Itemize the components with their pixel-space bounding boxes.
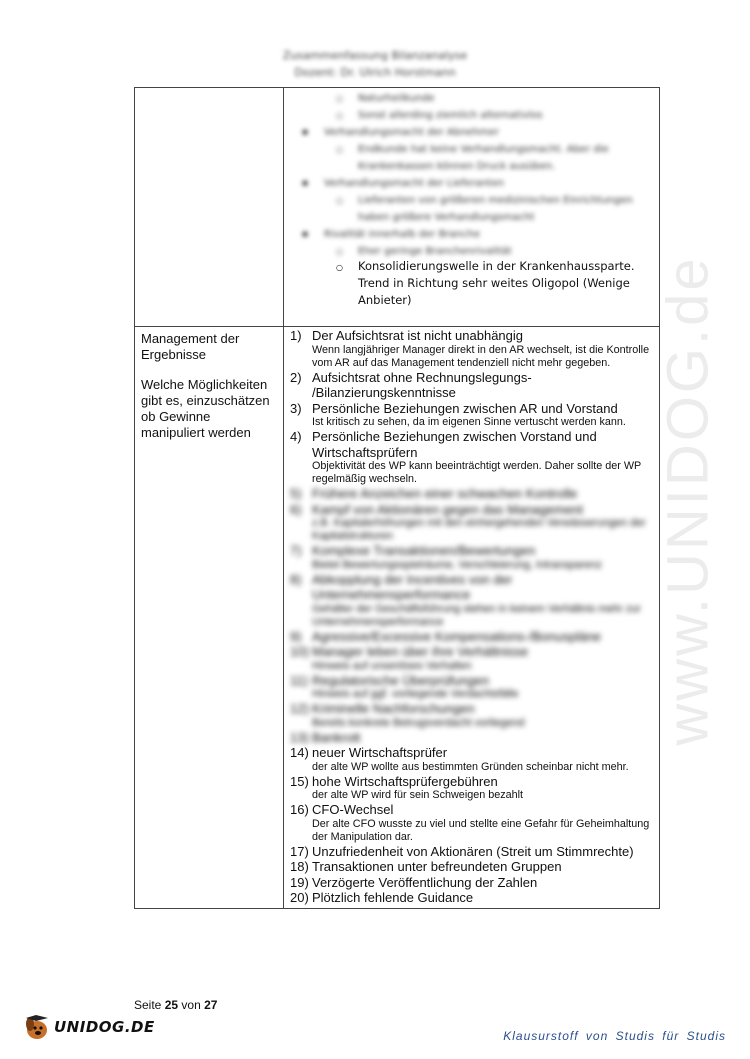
item-title: Der Aufsichtsrat ist nicht unabhängig (312, 328, 524, 343)
document-header (0, 47, 750, 81)
list-item (290, 629, 653, 645)
item-title: hohe Wirtschaftsprüfergebühren (312, 773, 498, 789)
bullet-line: ○ Konsolidierungswelle in der Krankenhaussparte. (358, 259, 635, 273)
list-item: ○ Endkunde hat keine Verhandlungsmacht. Aber die Krankenkassen können Druck ausüben. (284, 141, 659, 175)
item-number: 11) (290, 672, 308, 688)
page-current: 25 (164, 998, 179, 1012)
unidog-logo (22, 1012, 155, 1042)
item-number: 18) (290, 859, 309, 874)
item-description: Hinweis auf unseriöses Verhalten (312, 659, 472, 672)
item-number: 9) (290, 628, 302, 644)
page-mid: von (181, 998, 201, 1012)
table-row (135, 88, 660, 327)
blurred-indicator-list (290, 486, 653, 745)
list-item: ○ Naturheilkunde (284, 90, 659, 107)
topic-title-line: Ergebnisse (141, 347, 207, 362)
item-title: CFO-Wechsel (312, 802, 394, 817)
item-number: 8) (290, 571, 302, 587)
page-number (134, 998, 217, 1012)
item-description: Objektivität des WP kann beeinträchtigt werden. Daher sollte der WP regelmäßig wechseln. (312, 460, 642, 485)
list-item (290, 875, 653, 891)
item-description: Wenn langjähriger Manager direkt in den AR wechselt, ist die Kontrolle vom AR auf das Management tendenziell nicht mehr gegeben. (312, 343, 650, 369)
blurred-bullet-list (284, 88, 659, 260)
list-item (290, 328, 653, 370)
item-description: der alte WP wird für sein Schweigen bezahlt (312, 789, 524, 801)
item-number: 20) (290, 890, 309, 905)
list-item (290, 644, 653, 673)
item-title: Aufsichtsrat ohne Rechnungslegungs- /Bilanzierungskenntnisse (312, 369, 532, 400)
item-title: neuer Wirtschaftsprüfer (312, 745, 448, 760)
list-item (290, 844, 653, 860)
topic-question: Welche Möglichkeiten gibt es, einzuschätzen ob Gewinne manipuliert werden (141, 377, 270, 440)
page-prefix: Seite (134, 998, 162, 1012)
list-item (290, 701, 653, 730)
item-number: 7) (290, 543, 302, 558)
list-item (290, 429, 653, 486)
item-number: 13) (290, 729, 309, 745)
item-number: 14) (290, 745, 309, 760)
list-item (290, 745, 653, 774)
header-title: Zusammenfassung Bilanzanalyse (282, 49, 468, 62)
tagline: Klausurstoff von Studis für Studis (503, 1029, 726, 1043)
list-item (290, 730, 653, 746)
item-number: 5) (290, 486, 302, 501)
empty-left-cell (135, 88, 284, 327)
item-number: 10) (290, 644, 309, 659)
item-number: 4) (290, 429, 302, 444)
item-description: der alte WP wollte aus bestimmten Gründen scheinbar nicht mehr. (312, 760, 629, 773)
item-description: Der alte CFO wusste zu viel und stellte eine Gefahr für Geheimhaltung der Manipulation dar. (312, 817, 650, 843)
table-row (135, 327, 660, 909)
item-title: Transaktionen unter befreundeten Gruppen (312, 859, 562, 874)
item-number: 6) (290, 501, 302, 517)
item-number: 16) (290, 802, 309, 817)
list-item (290, 802, 653, 844)
bullet-line: Anbieter) (358, 293, 412, 307)
list-item (290, 774, 653, 803)
item-title: Bankrott (312, 729, 361, 745)
item-number: 15) (290, 773, 309, 789)
list-item (284, 258, 654, 309)
item-title: Frühere Anzeichen einer schwachen Kontrolle (312, 486, 578, 501)
dog-icon (22, 1012, 52, 1042)
list-item: ● Rivalität innerhalb der Branche (284, 226, 659, 243)
item-title: Manager leben über ihre Verhältnisse (312, 644, 529, 659)
item-title: Unzufriedenheit von Aktionären (Streit um Stimmrechte) (312, 843, 634, 859)
item-description: Hinweis auf ggf. vorliegende Verdachtsfälle (312, 688, 519, 700)
list-item: ○ Sonst allerding ziemlich alternativlos (284, 107, 659, 124)
item-description: Bietet Bewertungsspielräume, Verschleierung, Intransparenz (312, 558, 602, 571)
item-number: 19) (290, 874, 309, 890)
porter-cell (284, 88, 660, 327)
list-item (290, 673, 653, 702)
item-number: 1) (290, 328, 302, 343)
bullet-line: Trend in Richtung sehr weites Oligopol (Wenige (358, 276, 630, 290)
item-number: 3) (290, 400, 302, 416)
visible-bullet (284, 258, 654, 309)
item-title: Persönliche Beziehungen zwischen Vorstand und Wirtschaftsprüfern (312, 429, 597, 460)
list-item: ● Verhandlungsmacht der Abnehmer (284, 124, 659, 141)
brand-text: UNIDOG.DE (54, 1018, 155, 1036)
indicator-list (290, 328, 653, 486)
item-description: z.B. Kapitalerhöhungen mit den einhergehenden Verwässerungen der Kapitalstrukturen (312, 517, 646, 542)
item-number: 17) (290, 843, 309, 859)
item-title: Verzögerte Veröffentlichung der Zahlen (312, 874, 538, 890)
list-item (290, 890, 653, 906)
page-total: 27 (204, 998, 218, 1012)
indicator-list (290, 745, 653, 906)
list-item (290, 486, 653, 502)
content-table (134, 87, 660, 909)
item-description: Bereits konkrete Betrugsverdacht vorliegend (312, 716, 525, 729)
item-number: 2) (290, 369, 302, 385)
topic-cell (135, 327, 284, 909)
item-title: Abkopplung der Incentives von der Unternehmensperformance (312, 571, 513, 602)
item-title: Kriminelle Nachforschungen (312, 701, 475, 716)
item-title: Regulatorische Überprüfungen (312, 672, 490, 688)
item-title: Agressive/Excessive Kompensations-/Bonuspläne (312, 628, 602, 644)
watermark-text: www.UNIDOG.de (655, 254, 721, 746)
item-title: Plötzlich fehlende Guidance (312, 890, 474, 905)
item-title: Persönliche Beziehungen zwischen AR und Vorstand (312, 400, 618, 416)
item-number: 12) (290, 701, 309, 716)
list-item (290, 370, 653, 401)
list-item (290, 859, 653, 875)
indicator-list-cell (284, 327, 660, 909)
list-item: ● Verhandlungsmacht der Lieferanten (284, 175, 659, 192)
item-description: Ist kritisch zu sehen, da im eigenen Sinne vertuscht werden kann. (312, 416, 626, 428)
list-item: ○ Eher geringe Branchenrivalität (284, 243, 659, 260)
item-title: Kampf von Aktionären gegen das Management (312, 501, 584, 517)
item-description: Gehälter der Geschäftsführung stehen in keinem Verhältnis mehr zur Unternehmensperformance (312, 602, 641, 628)
list-item (290, 543, 653, 572)
list-item (290, 572, 653, 629)
header-subtitle: Dozent: Dr. Ulrich Horstmann (294, 66, 456, 79)
list-item: ○ Lieferanten von größeren medizinischen Einrichtungen haben größere Verhandlungsmacht (284, 192, 659, 226)
item-title: Komplexe Transaktionen/Bewertungen (312, 543, 536, 558)
list-item (290, 502, 653, 544)
topic-title-line: Management der (141, 331, 240, 346)
list-item (290, 401, 653, 430)
